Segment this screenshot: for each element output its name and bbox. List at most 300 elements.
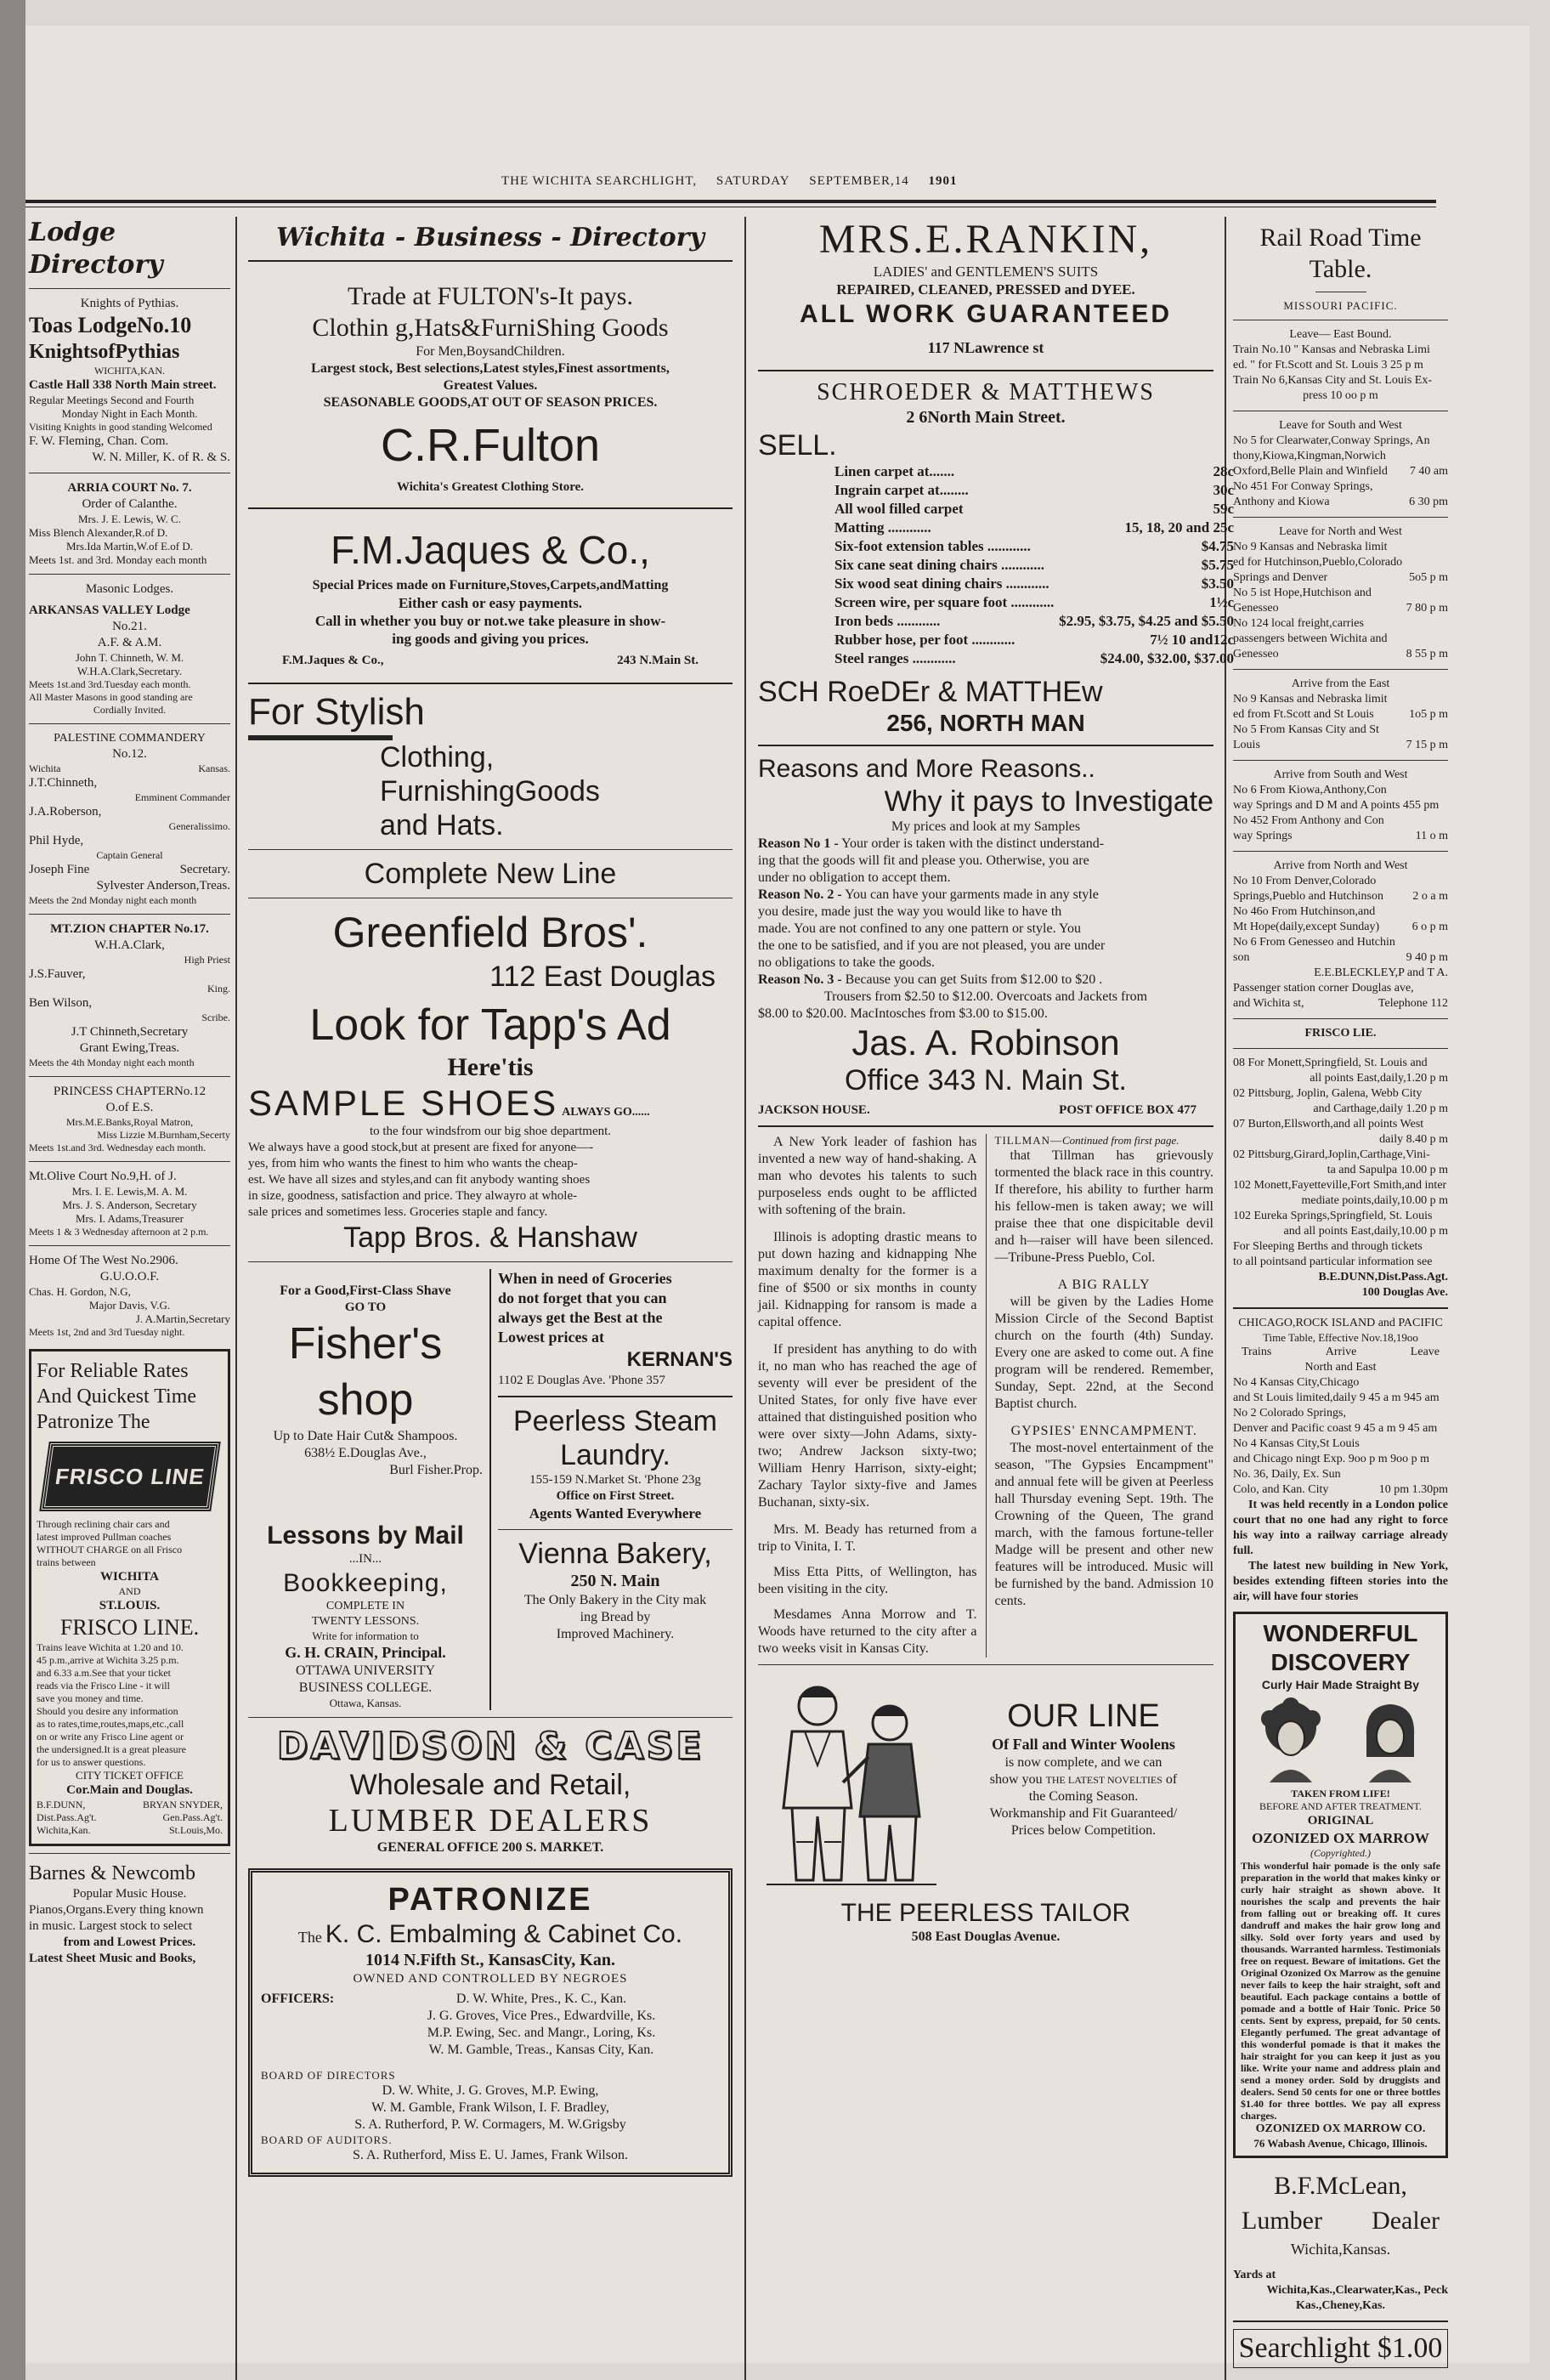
robinson-r1c: ing that the goods will fit and please you. Otherwise, you are <box>758 853 1089 868</box>
patronize-addr: 1014 N.Fifth St., KansasCity, Kan. <box>365 1951 615 1969</box>
patronize-d1: D. W. White, J. G. Groves, M.P. Ewing, <box>382 2083 599 2098</box>
news-illinois: Illinois is adopting drastic means to put down hazing and kidnapping Nhe maximum denalty for the former is a fine of $500 or six months in county jail. Kidnapping for ransom is made a capital offence. <box>758 1230 977 1329</box>
frisco-list-title: FRISCO LIE. <box>1304 1027 1377 1040</box>
ox-marrow-ad <box>1233 1612 1448 2158</box>
tailors-figure-icon <box>758 1672 945 1893</box>
rankin-l3: ALL WORK GUARANTEED <box>799 300 1173 328</box>
mopac-n9: Genesseo <box>1233 648 1279 660</box>
tailor-l5: Prices below Competition. <box>1010 1823 1157 1838</box>
schroeder-ad <box>758 378 1234 738</box>
greenfield-new-line: Complete New Line <box>364 858 617 890</box>
patronize-o3: M.P. Ewing, Sec. and Mangr., Loring, Ks. <box>427 2026 656 2040</box>
frisco-t1: Through reclining chair cars and <box>37 1518 170 1530</box>
rock-r8: Colo, and Kan. City <box>1233 1483 1329 1496</box>
price-value: 15, 18, 20 and 25c <box>1124 519 1234 536</box>
straight-hair-portrait-icon <box>1348 1697 1433 1782</box>
wonder-product: OZONIZED OX MARROW <box>1252 1830 1429 1846</box>
mopac-ae1: Arrive from the East <box>1291 677 1390 690</box>
palestine-meets: Meets the 2nd Monday night each month <box>29 894 197 906</box>
patronize-the: The <box>297 1929 322 1946</box>
frisco-r11: 102 Eureka Springs,Springfield, St. Louis <box>1233 1210 1433 1222</box>
tapp-l4: in size, goodness, satisfaction and price. They alwayro at whole- <box>248 1189 578 1203</box>
frisco-n6: St.Louis,Mo. <box>168 1824 223 1836</box>
wonder-company: OZONIZED OX MARROW CO. <box>1255 2122 1426 2135</box>
laundry-l1: 155-159 N.Market St. 'Phone 23g <box>529 1473 701 1487</box>
mopac-ae2: No 9 Kansas and Nebraska limit <box>1233 693 1388 706</box>
greenfield-h3: FurnishingGoods <box>380 775 600 808</box>
barnes-l4: from and Lowest Prices. <box>63 1935 196 1949</box>
kop-meetings: Regular Meetings Second and Fourth <box>29 394 195 406</box>
tapp-l2: yes, from him who wants the finest to him who wants the cheap- <box>248 1157 578 1170</box>
rock-r4: Denver and Pacific coast 9 45 a m 9 45 am <box>1233 1422 1438 1435</box>
frisco-wichita: WICHITA <box>100 1570 159 1584</box>
business-directory-heading: Wichita - Business - Directory <box>276 223 704 252</box>
davidson-name: DAVIDSON & CASE <box>276 1725 704 1768</box>
kop-visiting: Visiting Knights in good standing Welcomed <box>29 421 212 433</box>
mopac-ag2: Passenger station corner Douglas ave, <box>1233 982 1414 994</box>
masonic-a4: John T. Chinneth, W. M. <box>75 651 184 664</box>
mclean-lumber: Lumber <box>1242 2207 1322 2235</box>
zion-r3: Scribe. <box>201 1012 230 1023</box>
patronize-name: K. C. Embalming & Cabinet Co. <box>325 1920 683 1948</box>
mopac-n4: Springs and Denver <box>1233 571 1328 584</box>
palestine-r4: Secretary. <box>179 863 230 876</box>
mopac-title: MISSOURI PACIFIC. <box>1283 299 1398 312</box>
palestine-r2: Generalissimo. <box>168 820 230 832</box>
rankin-l2: REPAIRED, CLEANED, PRESSED and DYEE. <box>836 281 1135 298</box>
mopac-e5: press 10 oo p m <box>1303 389 1378 402</box>
tillman-text: that Tillman has grievously tormented the black race in this country. If therefore, his ability to further harm his fellow-men is taken away; we will praise thee that one dispicitable devil and h—raiser will have been silenced.—Tribune-Press Pueblo, Col. <box>994 1148 1213 1265</box>
tapp-l3: est. We have all sizes and styles,and can fit anybody wanting shoes <box>248 1173 591 1187</box>
fulton-h2: Clothin g,Hats&FurniShing Goods <box>312 314 669 342</box>
robinson-r1a: Reason No 1 - <box>758 836 839 851</box>
robinson-name: Jas. A. Robinson <box>851 1023 1120 1062</box>
arria-l3: Mrs.Ida Martin,W.of E.of D. <box>66 540 193 552</box>
jaques-l2: Either cash or easy payments. <box>398 595 583 611</box>
olive-l2: Mrs. J. S. Anderson, Secretary <box>62 1198 197 1211</box>
kop-city: WICHITA,KAN. <box>93 365 166 377</box>
mopac-s1: Leave for South and West <box>1279 419 1402 432</box>
frisco-n5: Wichita,Kan. <box>37 1824 91 1836</box>
lessons-h2: ...IN... <box>348 1552 382 1566</box>
arria-l2: Miss Blench Alexander,R.of D. <box>29 526 168 539</box>
frisco-n3: Dist.Pass.Ag't. <box>37 1811 97 1823</box>
mopac-an3: Springs,Pueblo and Hutchinson <box>1233 890 1383 903</box>
mopac-ae5t: 7 15 p m <box>1406 739 1448 751</box>
tailor-h1: OUR LINE <box>1007 1698 1160 1734</box>
masonic-a6: Meets 1st.and 3rd.Tuesday each month. <box>29 678 191 690</box>
rankin-ad <box>758 217 1213 358</box>
news-morrow: Mesdames Anna Morrow and T. Woods have returned to the city after a two weeks visit in Kansas City. <box>758 1607 977 1656</box>
rock-r2: and St Louis limited,daily 9 45 a m 945 am <box>1233 1391 1440 1404</box>
zion-p2: J.S.Fauver, <box>29 967 86 981</box>
mopac-an7: son <box>1233 951 1250 964</box>
robinson-r3c: Trousers from $2.50 to $12.00. Overcoats and Jackets from <box>823 989 1148 1004</box>
robinson-r2f: no obligations to take the goods. <box>758 955 935 970</box>
mopac-as5t: 11 o m <box>1415 830 1448 842</box>
west-sub: G.U.O.O.F. <box>99 1270 160 1284</box>
tailor-h2: Of Fall and Winter Woolens <box>992 1736 1175 1753</box>
robinson-h2: Why it pays to Investigate <box>884 785 1213 818</box>
robinson-r2b: You can have your garments made in any style <box>845 887 1099 902</box>
kop-chan: F. W. Fleming, Chan. Com. <box>29 434 169 448</box>
frisco-r15: B.E.DUNN,Dist.Pass.Agt. <box>1318 1271 1448 1284</box>
arria-l4: Meets 1st. and 3rd. Monday each month <box>29 553 207 566</box>
rankin-l1: LADIES' and GENTLEMEN'S SUITS <box>873 264 1099 280</box>
lessons-l6: BUSINESS COLLEGE. <box>298 1680 433 1695</box>
frisco-t3: WITHOUT CHARGE on all Frisco <box>37 1544 183 1556</box>
rankin-l4: 117 NLawrence st <box>927 339 1044 356</box>
patronize-auditors: BOARD OF AUDITORS. <box>261 2134 393 2146</box>
gypsies-text: The most-novel entertainment of the season, "The Gypsies Encampment" and annual fete will be given at Peerless hall Thursday evening Sept. 19th. The Crowning of the Queen, The grand march, with the famous fortune-teller Madge will be present and other new features will be introduced. Music will be furnished by the band. Admission 10 cents. <box>994 1441 1213 1608</box>
frisco-b9: the undersigned.It is a great pleasure <box>37 1743 186 1755</box>
mopac-n8: passengers between Wichita and <box>1233 632 1388 645</box>
robinson-r2c: you desire, made just the way you would like to have th <box>758 904 1062 919</box>
vienna-h2: 250 N. Main <box>570 1572 660 1590</box>
west-notice <box>29 1253 230 1339</box>
price-value: $24.00, $32.00, $37.00 <box>1100 650 1234 666</box>
rock-h1: Trains <box>1242 1346 1272 1358</box>
olive-l4: Meets 1 & 3 Wednesday afternoon at 2 p.m. <box>29 1226 209 1238</box>
laundry-h2: Laundry. <box>560 1439 670 1471</box>
price-value: 59c <box>1213 501 1234 517</box>
mopac-s4: Oxford,Belle Plain and Winfield <box>1233 465 1388 478</box>
frisco-n2: BRYAN SNYDER, <box>142 1799 223 1810</box>
tapp-l5: sale prices and sometimes less. Groceries staple and fancy. <box>248 1205 548 1219</box>
palestine-city2: Kansas. <box>198 762 230 774</box>
barnes-l5: Latest Sheet Music and Books, <box>29 1952 196 1965</box>
vienna-h1: Vienna Bakery, <box>518 1538 712 1570</box>
kop-castle: Castle Hall 338 North Main street. <box>29 378 217 392</box>
masthead <box>501 174 1164 189</box>
frisco-r9: 102 Monett,Fayetteville,Fort Smith,and inter <box>1233 1179 1447 1192</box>
princess-notice <box>29 1084 230 1154</box>
robinson-r3b: Because you can get Suits from $12.00 to $20 . <box>845 972 1103 987</box>
price-row <box>834 518 1234 537</box>
vienna-l1: The Only Bakery in the City mak <box>523 1593 707 1607</box>
tailor-text <box>953 1672 1213 1897</box>
tailor-l2c: of <box>1165 1772 1178 1787</box>
mclean-name: B.F.McLean, <box>1274 2172 1407 2200</box>
wonder-h3: Curly Hair Made Straight By <box>1261 1678 1420 1692</box>
tapp-h1: Look for Tapp's Ad <box>309 1000 671 1050</box>
zion-title: MT.ZION CHAPTER No.17. <box>50 922 209 936</box>
palestine-notice <box>29 731 230 907</box>
kop-knights: KnightsofPythias <box>29 341 180 363</box>
schroeder-name2: SCH RoeDEr & MATTHEw <box>758 676 1103 708</box>
tailor-name: THE PEERLESS TAILOR <box>840 1899 1131 1927</box>
tailor-l4: Workmanship and Fit Guaranteed/ <box>989 1806 1178 1821</box>
robinson-r3a: Reason No. 3 - <box>758 972 842 987</box>
mclean-yards: Yards at <box>1233 2269 1276 2281</box>
advertisement-column <box>748 217 1234 2380</box>
kernan-l4: Lowest prices at <box>498 1329 604 1346</box>
tailor-addr: 508 East Douglas Avenue. <box>911 1930 1061 1944</box>
price-value: $4.75 <box>1201 538 1234 554</box>
palestine-p3: Phil Hyde, <box>29 834 84 847</box>
mclean-yards-list: Wichita,Kas.,Clearwater,Kas., Peck <box>1266 2284 1448 2297</box>
gypsies-head: GYPSIES' ENNCAMPMENT. <box>1010 1424 1197 1438</box>
mopac-as5: way Springs <box>1233 830 1293 842</box>
price-value: $5.75 <box>1201 557 1234 573</box>
davidson-case-ad <box>248 1725 733 1856</box>
masthead-year: 1901 <box>928 174 958 188</box>
palestine-p2: J.A.Roberson, <box>29 805 102 819</box>
zion-p5: Grant Ewing,Treas. <box>79 1041 180 1055</box>
davidson-l3: GENERAL OFFICE 200 S. MARKET. <box>376 1840 604 1855</box>
rock-island-table <box>1233 1316 1448 1605</box>
princess-l2: Miss Lizzie M.Burnham,Secerty <box>97 1129 230 1141</box>
price-item: Six cane seat dining chairs ............ <box>834 557 1044 573</box>
robinson-r3d: $8.00 to $20.00. MacIntosches from $3.00 to $15.00. <box>758 1006 1048 1021</box>
frisco-h2: And Quickest Time <box>37 1386 197 1408</box>
palestine-r3: Captain General <box>96 849 163 861</box>
price-item: Rubber hose, per foot ............ <box>834 632 1015 648</box>
business-directory-column <box>240 217 741 2380</box>
davidson-l1: Wholesale and Retail, <box>349 1769 631 1801</box>
frisco-r2: all points East,daily,1.20 p m <box>1310 1072 1448 1085</box>
frisco-stlouis: ST.LOUIS. <box>99 1599 161 1612</box>
rock-title: CHICAGO,ROCK ISLAND and PACIFIC <box>1238 1317 1443 1329</box>
mopac-n4t: 5o5 p m <box>1409 571 1448 584</box>
curly-hair-portrait-icon <box>1248 1697 1333 1782</box>
frisco-and: AND <box>118 1585 141 1597</box>
greenfield-h2: Clothing, <box>380 741 495 774</box>
robinson-ad <box>758 753 1213 1119</box>
tailor-illustration <box>758 1672 953 1897</box>
princess-title: PRINCESS CHAPTERNo.12 <box>53 1085 206 1098</box>
lessons-l2: TWENTY LESSONS. <box>311 1615 420 1628</box>
rock-sub: Time Table, Effective Nov.18,19oo <box>1263 1331 1418 1344</box>
robinson-h1: Reasons and More Reasons.. <box>758 755 1095 783</box>
price-item: Iron beds ............ <box>834 613 941 629</box>
fisher-l2: GO TO <box>344 1300 387 1314</box>
schroeder-sell: SELL. <box>758 429 837 462</box>
rock-h2: Arrive <box>1325 1346 1357 1358</box>
price-item: Six wood seat dining chairs ............ <box>834 575 1049 592</box>
missouri-pacific-table <box>1233 299 1448 1012</box>
price-item: Linen carpet at....... <box>834 463 955 479</box>
vienna-l3: Improved Machinery. <box>556 1627 675 1641</box>
palestine-city1: Wichita <box>29 762 61 774</box>
robinson-f1: JACKSON HOUSE. <box>758 1103 870 1117</box>
tapp-name: Tapp Bros. & Hanshaw <box>343 1221 637 1254</box>
fulton-l4: SEASONABLE GOODS,AT OUT OF SEASON PRICES. <box>323 395 658 410</box>
patronize-o2: J. G. Groves, Vice Pres., Edwardville, Ks. <box>427 2009 656 2023</box>
mopac-ae5: Louis <box>1233 739 1260 751</box>
olive-notice <box>29 1169 230 1238</box>
wonder-original: ORIGINAL <box>1307 1814 1374 1828</box>
patronize-h1: PATRONIZE <box>388 1882 593 1918</box>
frisco-ad <box>29 1349 230 1846</box>
masonic-notice <box>29 581 230 717</box>
masonic-a5: W.H.A.Clark,Secretary. <box>76 665 183 677</box>
rock-r6: and Chicago ningt Exp. 9oo p m 9oo p m <box>1233 1453 1429 1465</box>
lodge-directory-column <box>25 217 234 2380</box>
col2-split-left <box>248 1269 491 1710</box>
princess-sub: O.of E.S. <box>105 1101 154 1114</box>
greenfield-h1: For Stylish <box>248 691 425 733</box>
rock-r7: No. 36, Daily, Ex. Sun <box>1233 1468 1341 1481</box>
kop-notice <box>29 296 230 466</box>
jaques-sig: F.M.Jaques & Co., <box>282 654 384 667</box>
frisco-timetable <box>1233 1026 1448 1300</box>
frisco-line: FRISCO LINE. <box>59 1615 200 1640</box>
mopac-n7: No 124 local freight,carries <box>1233 617 1364 630</box>
rally-head: A BIG RALLY <box>1057 1278 1151 1292</box>
lessons-l4: G. H. CRAIN, Principal. <box>285 1644 446 1661</box>
price-item: Ingrain carpet at........ <box>834 482 969 498</box>
price-row <box>834 649 1234 668</box>
tapp-h3: SAMPLE SHOES <box>248 1083 559 1123</box>
price-item: Matting ............ <box>834 519 931 536</box>
col2-split-section <box>248 1269 733 1710</box>
lessons-l1: COMPLETE IN <box>325 1600 405 1612</box>
west-title: Home Of The West No.2906. <box>29 1254 178 1267</box>
column-rule <box>235 217 237 2380</box>
robinson-f2: POST OFFICE BOX 477 <box>1059 1103 1196 1117</box>
frisco-r8: ta and Sapulpa 10.00 p m <box>1327 1164 1448 1176</box>
barnes-l1: Popular Music House. <box>72 1887 187 1901</box>
price-row <box>834 500 1234 518</box>
mopac-n6: Genesseo <box>1233 602 1279 615</box>
peerless-laundry-ad <box>498 1404 733 1522</box>
frisco-b10: for us to answer questions. <box>37 1756 146 1768</box>
palestine-title: PALESTINE COMMANDERY <box>54 732 206 745</box>
zion-p1: W.H.A.Clark, <box>94 938 165 952</box>
tailor-l3: the Coming Season. <box>1028 1789 1139 1804</box>
west-l3: J. A.Martin,Secretary <box>135 1312 230 1325</box>
newspaper-page <box>25 26 1530 2363</box>
arria-court-notice <box>29 480 230 567</box>
mclean-dealer: Dealer <box>1372 2207 1440 2235</box>
fisher-l4: 638½ E.Douglas Ave., <box>304 1446 427 1460</box>
top-rule <box>25 200 1436 207</box>
railroad-column <box>1228 217 1453 2380</box>
frisco-r12: and all points East,daily,10.00 p m <box>1283 1225 1448 1238</box>
price-item: Screen wire, per square foot ............ <box>834 594 1055 610</box>
fisher-name: Fisher's shop <box>288 1319 443 1425</box>
robinson-r1d: under no obligation to accept them. <box>758 870 951 885</box>
fisher-l3: Up to Date Hair Cut& Shampoos. <box>273 1429 458 1443</box>
kernan-l2: do not forget that you can <box>498 1289 667 1306</box>
tailor-l2b: THE LATEST NOVELTIES <box>1045 1774 1162 1786</box>
mopac-ag3: and Wichita st, <box>1233 997 1304 1010</box>
barnes-l2: Pianos,Organs.Every thing known <box>29 1903 204 1917</box>
frisco-r13: For Sleeping Berths and through tickets <box>1233 1240 1423 1253</box>
greenfield-addr: 112 East Douglas <box>489 960 716 993</box>
kernan-addr: 1102 E Douglas Ave. 'Phone 357 <box>498 1374 665 1387</box>
patronize-o1: D. W. White, Pres., K. C., Kan. <box>455 1992 627 2006</box>
frisco-r6: daily 8.40 p m <box>1379 1133 1448 1146</box>
kop-monday: Monday Night in Each Month. <box>61 407 198 420</box>
arria-title: ARRIA COURT No. 7. <box>67 481 192 495</box>
robinson-office: Office 343 N. Main St. <box>845 1064 1127 1096</box>
mopac-s5: No 451 For Conway Springs, <box>1233 480 1373 493</box>
zion-r2: King. <box>207 983 230 994</box>
masonic-a3: A.F. & A.M. <box>97 636 162 649</box>
kernan-l3: always get the Best at the <box>498 1309 663 1326</box>
mopac-s6: Anthony and Kiowa <box>1233 496 1330 508</box>
jaques-l4: ing goods and giving you prices. <box>392 631 589 647</box>
wonder-h1: WONDERFUL <box>1263 1620 1418 1646</box>
zion-notice <box>29 921 230 1069</box>
zion-p3: Ben Wilson, <box>29 996 93 1010</box>
mopac-an3t: 2 o a m <box>1412 890 1448 903</box>
rock-note1: It was held recently in a London police court that no one had any right to force his way into a railway carriage already full. <box>1233 1499 1448 1557</box>
mopac-e4: Train No 6,Kansas City and St. Louis Ex- <box>1233 374 1432 387</box>
price-row <box>834 575 1234 593</box>
wonder-address: 76 Wabash Avenue, Chicago, Illinois. <box>1253 2137 1428 2150</box>
price-item: Steel ranges ............ <box>834 650 956 666</box>
mopac-an5t: 6 o p m <box>1411 921 1448 933</box>
mopac-s2: No 5 for Clearwater,Conway Springs, An <box>1233 434 1430 447</box>
fulton-name: C.R.Fulton <box>380 420 601 471</box>
greenfield-ad <box>248 691 733 994</box>
rock-r0: North and East <box>1304 1361 1377 1374</box>
mopac-n2: No 9 Kansas and Nebraska limit <box>1233 541 1388 553</box>
railroad-heading: Rail Road Time Table. <box>1259 224 1422 283</box>
zion-p4: J.T Chinneth,Secretary <box>71 1025 189 1039</box>
kop-kr: W. N. Miller, K. of R. & S. <box>92 450 230 464</box>
frisco-r4: and Carthage,daily 1.20 p m <box>1313 1102 1448 1115</box>
frisco-r14: to all pointsand particular information see <box>1233 1255 1433 1268</box>
masonic-title: Masonic Lodges. <box>85 582 174 596</box>
fisher-l5: Burl Fisher.Prop. <box>389 1463 483 1477</box>
frisco-b2: 45 p.m.,arrive at Wichita 3.25 p.m. <box>37 1654 179 1666</box>
mclean-ad <box>1233 2170 1448 2314</box>
patronize-officers-label: OFFICERS: <box>261 1992 335 2006</box>
princess-l1: Mrs.M.E.Banks,Royal Matron, <box>65 1116 194 1128</box>
lessons-ad <box>248 1520 483 1710</box>
tapp-ad <box>248 999 733 1255</box>
frisco-h3: Patronize The <box>37 1411 150 1433</box>
frisco-b1: Trains leave Wichita at 1.20 and 10. <box>37 1641 184 1653</box>
palestine-r1: Emminent Commander <box>134 791 230 803</box>
lessons-h1: Lessons by Mail <box>267 1522 464 1550</box>
olive-title: Mt.Olive Court No.9,H. of J. <box>29 1170 177 1183</box>
olive-l1: Mrs. I. E. Lewis,M. A. M. <box>71 1185 188 1198</box>
frisco-r16: 100 Douglas Ave. <box>1361 1286 1448 1299</box>
mopac-s6t: 6 30 pm <box>1409 496 1448 508</box>
fisher-ad <box>248 1283 483 1479</box>
west-l4: Meets 1st, 2nd and 3rd Tuesday night. <box>29 1326 185 1338</box>
lessons-l3: Write for information to <box>312 1629 419 1642</box>
mopac-n6t: 7 80 p m <box>1406 602 1448 615</box>
frisco-r5: 07 Burton,Ellsworth,and all points West <box>1233 1118 1424 1130</box>
frisco-b8: on or write any Frisco Line agent or <box>37 1731 184 1742</box>
mclean-city: Wichita,Kansas. <box>1290 2241 1391 2258</box>
fulton-ad <box>248 269 733 496</box>
tillman-head: TILLMAN— <box>994 1134 1062 1147</box>
mopac-ae3: ed from Ft.Scott and St Louis <box>1233 708 1374 721</box>
robinson-r1b: Your order is taken with the distinct understand- <box>841 836 1105 851</box>
palestine-p1: J.T.Chinneth, <box>29 776 98 790</box>
price-value: $3.50 <box>1201 575 1234 592</box>
news-beady: Mrs. M. Beady has returned from a trip to Vinita, I. T. <box>758 1522 977 1554</box>
kernan-name: KERNAN'S <box>626 1348 733 1371</box>
mopac-e3: ed. " for Ft.Scott and St. Louis 3 25 p m <box>1233 359 1423 371</box>
price-row <box>834 462 1234 481</box>
peerless-tailor-ad <box>758 1672 1213 1897</box>
news-pitts: Miss Etta Pitts, of Wellington, has been visiting in the city. <box>758 1565 977 1596</box>
mopac-an4: No 46o From Hutchinson,and <box>1233 905 1376 918</box>
mopac-ae3t: 1o5 p m <box>1409 708 1448 721</box>
fulton-h1: Trade at FULTON's-It pays. <box>348 282 633 310</box>
jaques-l3: Call in whether you buy or not.we take pleasure in show- <box>314 613 666 629</box>
olive-l3: Mrs. I. Adams,Treasurer <box>76 1212 184 1225</box>
mopac-an7t: 9 40 p m <box>1406 951 1448 964</box>
